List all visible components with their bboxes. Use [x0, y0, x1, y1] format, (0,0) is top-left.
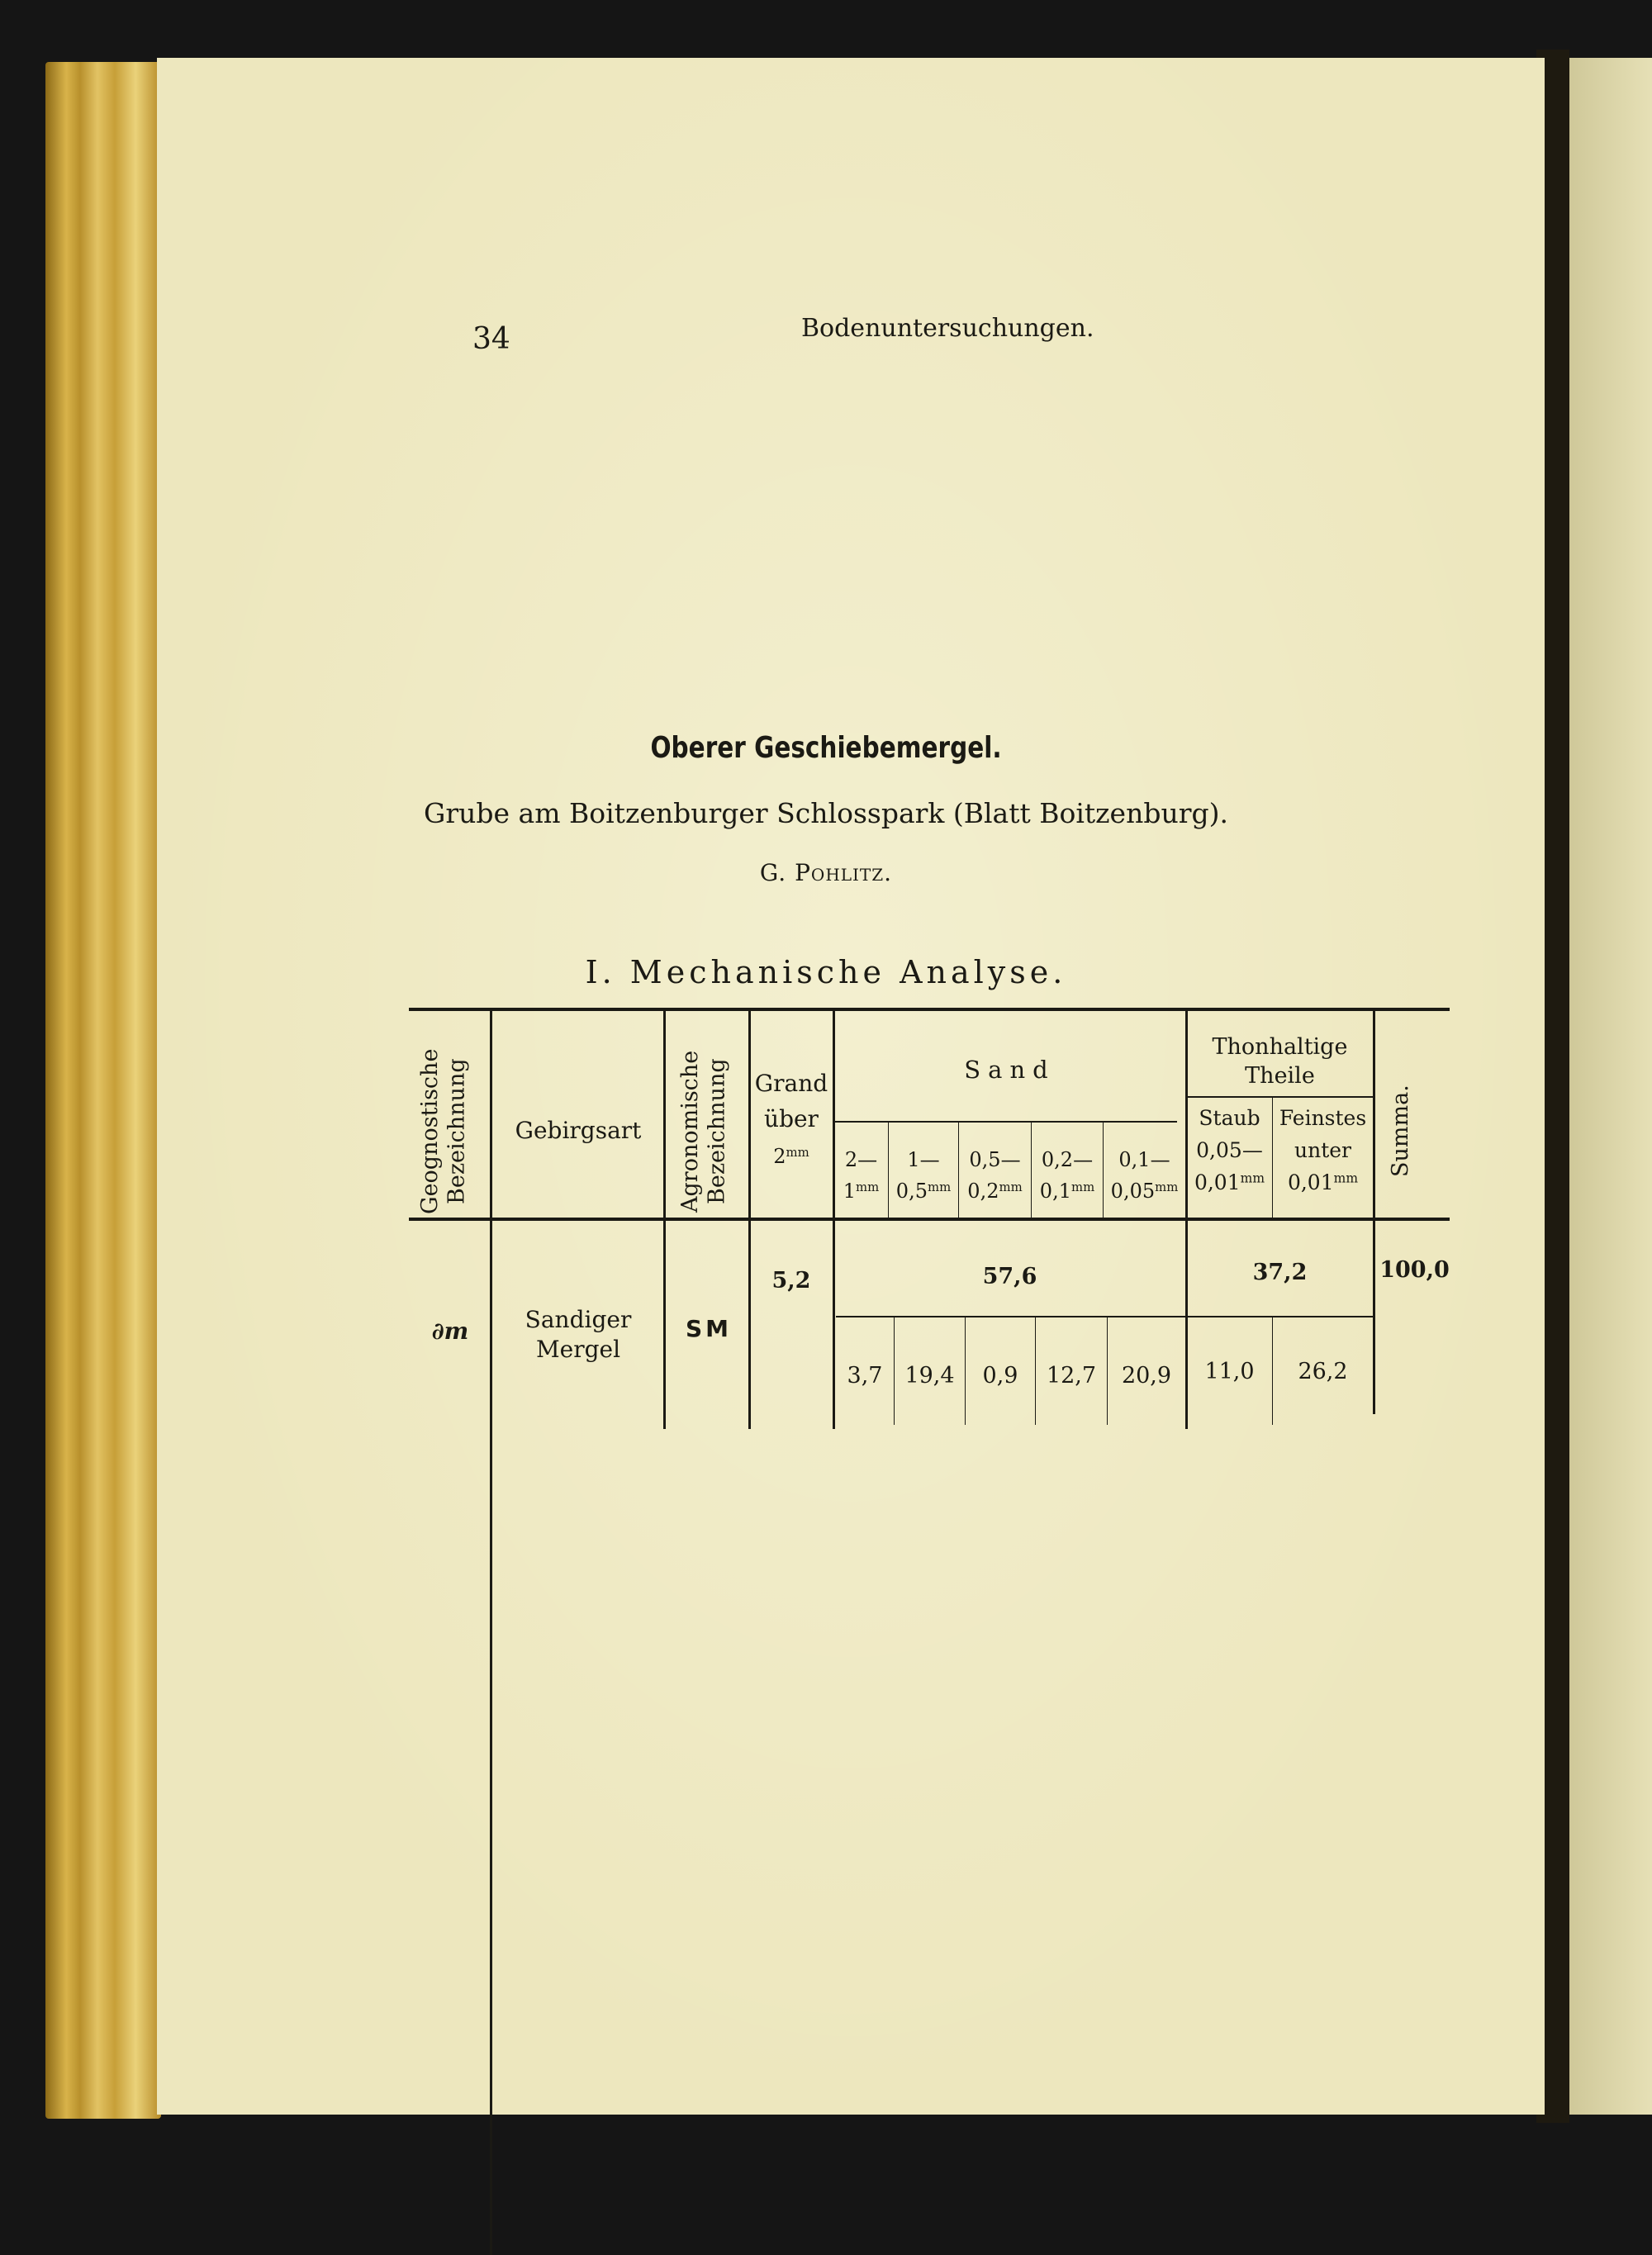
col-rule-1	[490, 1009, 492, 2255]
cell-sand-1: 3,7	[847, 1363, 883, 1389]
cell-geognostic: ∂m	[431, 1317, 469, 1345]
header-staub: Staub 0,05— $0,01^{mm}$	[1194, 1106, 1265, 1194]
cell-gebirgsart: Sandiger Mergel	[525, 1306, 632, 1364]
header-grand-line3: $2^{mm}$	[773, 1144, 809, 1168]
sand-col-1: 2— $1^{mm}$	[843, 1148, 880, 1203]
header-grand	[748, 1066, 834, 1173]
cell-staub: 11,0	[1204, 1359, 1255, 1384]
cell-summa: 100,0	[1379, 1257, 1450, 1283]
cell-sand-3: 0,9	[982, 1363, 1018, 1389]
running-head: Bodenuntersuchungen.	[801, 314, 1094, 343]
sand-col-5: 0,1— $0,05^{mm}$	[1110, 1148, 1179, 1203]
sand-col-2: 1— $0,5^{mm}$	[895, 1148, 952, 1203]
cell-sand-4: 12,7	[1046, 1363, 1097, 1389]
col-rule-thon-end	[1373, 1009, 1375, 1414]
table-top-rule	[409, 1008, 1450, 1011]
cell-grand: 5,2	[771, 1268, 811, 1294]
header-bottom-rule	[409, 1218, 1450, 1221]
cell-thon-total: 37,2	[1252, 1260, 1308, 1285]
adjacent-page	[1569, 58, 1652, 2115]
header-summa: Summa.	[1388, 1085, 1413, 1178]
header-grand-line2: über	[764, 1105, 819, 1133]
header-grand-line1: Grand	[754, 1070, 828, 1097]
book-page-edges	[45, 62, 161, 2119]
header-geognostic: Geognostische Bezeichnung	[417, 1048, 470, 1214]
cell-sand-total: 57,6	[982, 1264, 1037, 1289]
page-subtitle: Grube am Boitzenburger Schlosspark (Blatt Boitzenburg).	[424, 797, 1228, 829]
thon-sub-rule	[1187, 1096, 1373, 1098]
header-sand: Sand	[964, 1056, 1056, 1084]
sand-sub-rule	[834, 1121, 1177, 1123]
cell-sand-2: 19,4	[904, 1363, 955, 1389]
section-heading: I. Mechanische Analyse.	[585, 954, 1067, 990]
total-sub-rule	[836, 1316, 1373, 1317]
page-number: 34	[472, 322, 510, 356]
header-thonhaltige: Thonhaltige Theile	[1212, 1034, 1348, 1090]
header-agronomic: Agronomische Bezeichnung	[677, 1050, 730, 1213]
sand-col-3: 0,5— $0,2^{mm}$	[967, 1148, 1023, 1203]
col-rule-2	[663, 1009, 666, 1429]
cell-feinstes: 26,2	[1298, 1359, 1348, 1384]
header-gebirgsart: Gebirgsart	[515, 1117, 642, 1144]
page-title: Oberer Geschiebemergel.	[650, 731, 1002, 765]
author: G. Pohlitz.	[759, 859, 893, 886]
header-feinstes: Feinstes unter $0,01^{mm}$	[1279, 1106, 1367, 1194]
cell-agronomic: SM	[685, 1315, 733, 1342]
sand-col-4: 0,2— $0,1^{mm}$	[1039, 1148, 1095, 1203]
cell-sand-5: 20,9	[1121, 1363, 1172, 1389]
